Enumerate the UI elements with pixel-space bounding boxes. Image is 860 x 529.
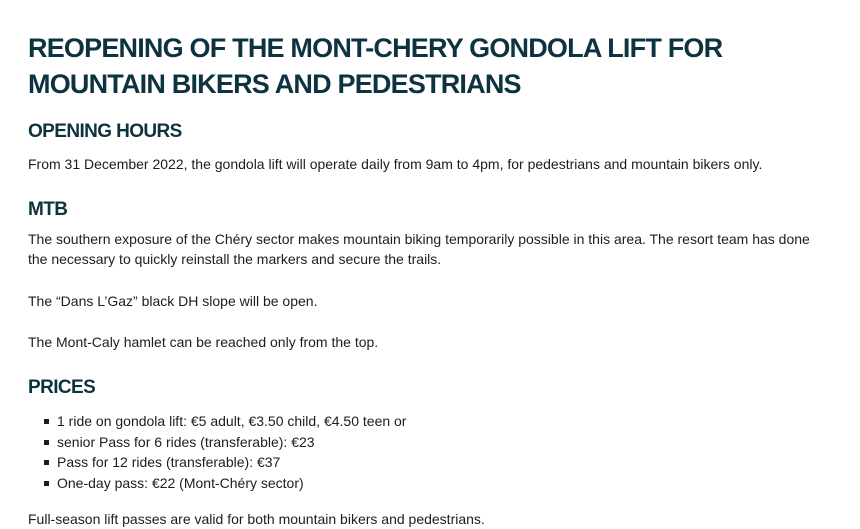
mtb-heading: MTB	[28, 199, 68, 220]
mtb-paragraph: The Mont-Caly hamlet can be reached only from the top.	[28, 334, 379, 350]
price-list-item: 1 ride on gondola lift: €5 adult, €3.50 child, €4.50 teen or	[28, 411, 828, 432]
opening-hours-heading: OPENING HOURS	[28, 121, 182, 142]
price-list-item: senior Pass for 6 rides (transferable): €23	[28, 432, 828, 453]
mtb-paragraph: The southern exposure of the Chéry sector makes mountain biking temporarily possible in this area. The resort team has done the necessary to quickly reinstall the markers and secure the trails.	[28, 231, 810, 267]
prices-heading: PRICES	[28, 377, 96, 398]
page-title: REOPENING OF THE MONT-CHERY GONDOLA LIFT FOR MOUNTAIN BIKERS AND PEDESTRIANS	[28, 33, 723, 99]
prices-footer-note: Full-season lift passes are valid for both mountain bikers and pedestrians.	[28, 511, 485, 527]
mtb-paragraph: The “Dans L’Gaz” black DH slope will be open.	[28, 293, 318, 309]
price-list-item: Pass for 12 rides (transferable): €37	[28, 452, 828, 473]
opening-hours-text: From 31 December 2022, the gondola lift will operate daily from 9am to 4pm, for pedestrians and mountain bikers only.	[28, 156, 763, 172]
price-list	[28, 411, 828, 493]
price-list-item: One-day pass: €22 (Mont-Chéry sector)	[28, 473, 828, 494]
